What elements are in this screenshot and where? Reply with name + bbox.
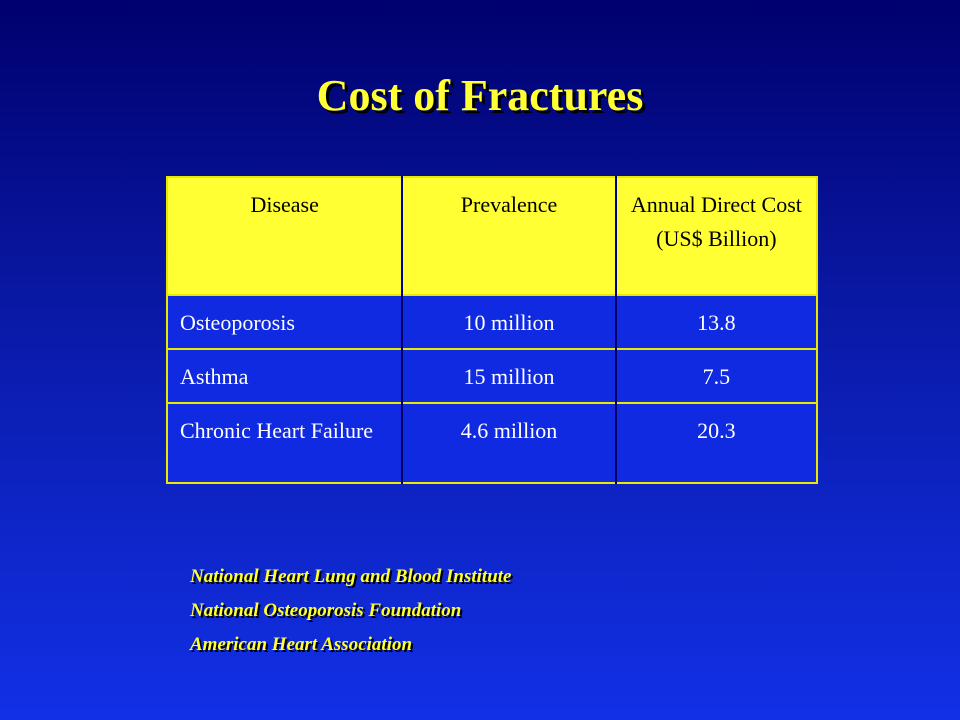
header-prevalence: Prevalence — [402, 177, 615, 295]
cell-disease: Asthma — [167, 349, 402, 403]
header-disease: Disease — [167, 177, 402, 295]
source-item: National Osteoporosis Foundation — [190, 600, 462, 621]
cell-disease: Chronic Heart Failure — [167, 403, 402, 483]
source-item: American Heart Association — [190, 634, 413, 655]
table-row — [167, 349, 817, 403]
table-row — [167, 403, 817, 483]
cell-prevalence: 4.6 million — [402, 403, 615, 483]
cell-cost: 20.3 — [616, 403, 817, 483]
cell-prevalence: 10 million — [402, 295, 615, 349]
cell-disease: Osteoporosis — [167, 295, 402, 349]
cell-prevalence: 15 million — [402, 349, 615, 403]
table-header-row — [167, 177, 817, 295]
sources-list — [190, 560, 512, 662]
cell-cost: 7.5 — [616, 349, 817, 403]
cost-table — [166, 176, 818, 484]
table-row — [167, 295, 817, 349]
cell-cost: 13.8 — [616, 295, 817, 349]
source-item: National Heart Lung and Blood Institute — [190, 566, 512, 587]
header-annual-direct-cost: Annual Direct Cost (US$ Billion) — [616, 177, 817, 295]
slide-title: Cost of Fractures — [316, 71, 644, 120]
